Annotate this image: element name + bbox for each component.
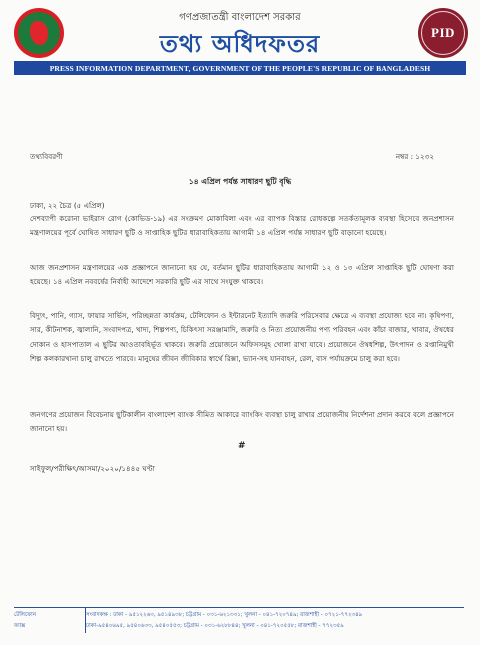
signature-line: সাইফুল/পরীক্ষিৎ/আসমা/২০২০/১৪৪৫ ঘণ্টা: [30, 464, 155, 473]
pid-logo-ring: [421, 11, 465, 55]
press-release-label: তথ্যবিবরণী: [30, 152, 63, 161]
department-banner: PRESS INFORMATION DEPARTMENT, GOVERNMENT OF THE PEOPLE'S REPUBLIC OF BANGLADESH: [14, 61, 466, 75]
fax-numbers: ঢাকা-৯৫৪০৬৯৫, ৯৫৪০৬৩৩, ৯৫৪০৫৫৩; চট্টগ্রাম - ০৩১-৬২৮৮৪৪; খুলনা - ০৪১-৭২০৫৫৮; রাজশাহী - ৭৭২৩৫৯: [86, 622, 344, 629]
pid-logo-text: PID: [431, 25, 455, 40]
government-name: গণপ্রজাতন্ত্রী বাংলাদেশ সরকার: [179, 12, 301, 23]
release-title: ১৪ এপ্রিল পর্যন্ত সাধারণ ছুটি বৃদ্ধি: [188, 177, 292, 186]
paragraph-1: দেশব্যাপী করোনা ভাইরাস রোগ (কোভিড-১৯) এর সংক্রমণ মোকাবিলা এবং এর ব্যাপক বিস্তার রোধকল্পে সতর্কতামূলক ব্যবস্থা হিসেবে জনপ্রশাসন মন্ত্রণালয়ের পূর্বে ঘোষিত সাধারণ ছুটি ও সাপ্তাহিক ছুটির ধারাবাহিকতায় আগামী ১৪ এপ্রিল পর্যন্ত সাধারণ ছুটি বাড়ানো হয়েছে।: [30, 214, 454, 238]
phone-label: টেলিফোন: [14, 611, 37, 618]
footer-divider: [85, 607, 86, 633]
pid-logo: [418, 8, 468, 58]
fax-label: ফ্যাক্স: [14, 622, 26, 629]
paragraph-3: বিদ্যুৎ, পানি, গ্যাস, ফায়ার সার্ভিস, পরিচ্ছন্নতা কার্যক্রম, টেলিফোন ও ইন্টারনেট ইত্যাদি জরুরি পরিসেবার ক্ষেত্রে এ ব্যবস্থা প্রযোজ্য হবে না। কৃষিপণ্য, সার, কীটনাশক, জ্বালানি, সংবাদপত্র, খাদ্য, শিল্পপণ্য, চিকিৎসা সরঞ্জামাদি, জরুরি ও নিত্য প্রয়োজনীয় পণ্য পরিবহন এবং কাঁচা বাজার, খাবার, ঔষধের দোকান ও হাসপাতাল এ ছুটির আওতাবহির্ভূত থাকবে। জরুরি প্রয়োজনে অফিসসমূহ খোলা রাখা যাবে। প্রয়োজনে ঔষধশিল্প, উৎপাদন ও রপ্তানিমুখী শিল্প কলকারখানা চালু রাখতে পারবে। মানুষের জীবন জীবিকার স্বার্থে রিক্সা, ভ্যান-সহ যানবাহন, রেল, বাস পর্যায়ক্রমে চালু করা হবে।: [30, 311, 454, 363]
department-title: তথ্য অধিদফতর: [159, 29, 321, 58]
end-mark: #: [238, 441, 246, 451]
contact-footer: [14, 607, 464, 632]
paragraph-2: আজ জনপ্রশাসন মন্ত্রণালয়ের এক প্রজ্ঞাপনে জানানো হয় যে, বর্তমান ছুটির ধারাবাহিকতায় আগামী ১২ ও ১৩ এপ্রিল সাপ্তাহিক ছুটি ঘোষণা করা হয়েছে। ১৪ এপ্রিল নববর্ষের নির্বাহী আদেশে সরকারি ছুটি এর সাথে সংযুক্ত থাকবে।: [30, 263, 454, 287]
paragraph-4: জনগণের প্রয়োজন বিবেচনায় ছুটিকালীন বাংলাদেশ ব্যাংক সীমিত আকারে ব্যাংকিং ব্যবস্থা চালু রাখার প্রয়োজনীয় নির্দেশনা প্রদান করবে বলে প্রজ্ঞাপনে জানানো হয়।: [30, 410, 454, 434]
footer-phone-row: [14, 610, 464, 621]
phone-numbers: সংবাদকক্ষ : ঢাকা - ৯৫১২২৬৩, ৯৫১৪৯৩৮; চট্টগ্রাম - ০৩১-৬২১৩৩১; খুলনা - ০৪১-৭২০৭৪৯; রাজশাহী - ০৭২১-৭৭২৩৪৯: [86, 611, 363, 618]
date-line: ঢাকা, ২২ চৈত্র (৫ এপ্রিল): [30, 201, 105, 210]
release-number: নম্বর : ১২৩২: [395, 152, 434, 161]
footer-fax-row: [14, 621, 464, 632]
